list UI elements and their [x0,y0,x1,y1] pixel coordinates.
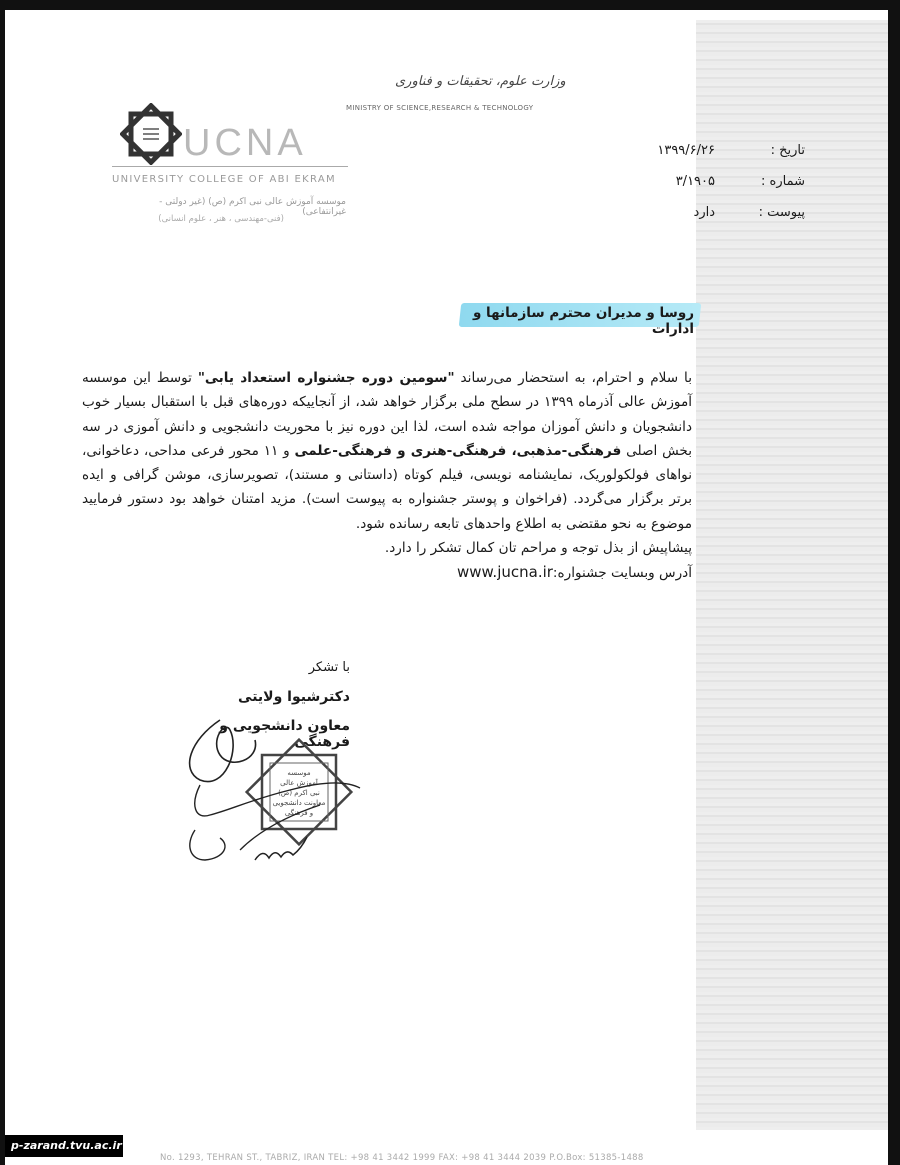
logo-subtitle-en: UNIVERSITY COLLEGE OF ABI EKRAM [112,174,336,185]
watermark-text: p-zarand.tvu.ac.ir [11,1139,122,1152]
number-value: ۳/۱۹۰۵ [675,174,715,189]
seal-text-line: معاونت دانشجویی [272,799,326,807]
date-value: ۱۳۹۹/۶/۲۶ [657,143,715,158]
handwritten-signature [170,710,380,880]
logo-fields-fa: (فنی-مهندسی ، هنر ، علوم انسانی) [158,214,284,224]
body-text: و ۱۱ محور فرعی مداحی، دعاخوانی، نواهای فولکولوریک، نمایشنامه نویسی، فیلم کوتاه (داستانی و مستند)، تصویرسازی، موشن گرافی و ایده برتر برگزار می‌گردد. (فراخوان و پوستر جشنواره به پیوست است). مزید امتنان خواهد بود دستور فرمایید موضوع به نحو مقتضی به اطلاع واحدهای تابعه رسانده شود. [82,442,692,532]
signatory-name: دکترشیوا ولایتی [238,689,350,705]
logo-wordmark: UCNA [183,122,307,164]
university-emblem-icon [120,103,182,165]
ministry-title-en: MINISTRY OF SCIENCE,RESEARCH & TECHNOLOGY [346,104,534,112]
scan-border-top [0,0,900,10]
scan-border-left [0,0,5,1165]
festival-name: "سومین دوره جشنواره استعداد یابی" [197,370,455,386]
body-text: با سلام و احترام، به استحضار می‌رساند [454,370,692,386]
website-label: آدرس وبسایت جشنواره: [552,565,692,582]
attachment-value: دارد [693,205,715,220]
website-link[interactable]: www.jucna.ir [457,563,553,582]
seal-text-line: آموزش عالی [280,779,318,787]
meta-attachment [600,205,805,236]
recipient-line: روسا و مدیران محترم سازمانها و ادارات [472,305,694,337]
attachment-label: پیوست : [758,205,805,220]
logo-divider [112,166,348,167]
logo-subtitle-fa: موسسه آموزش عالی نبی اکرم (ص) (غیر دولتی - غیرانتفاعی) [159,197,346,217]
signatory-title: معاون دانشجویی و فرهنگی [219,718,350,750]
body-text: توسط این موسسه آموزش عالی آذرماه ۱۳۹۹ در سطح ملی برگزار خواهد شد، از آنجاییکه دوره‌های قبل با استقبال بسیار خوب دانشجویان و دانش آموزان مواجه شده است، لذا این دوره نیز با محوریت دانشجویی و دانش آموزی در سه بخش اصلی [82,370,692,459]
website-paragraph [82,560,692,585]
letterhead-footer: No. 1293, TEHRAN ST., TABRIZ, IRAN TEL: +98 41 3442 1999 FAX: +98 41 3444 2039 P.O.Box: 51385-1488 [160,1153,644,1163]
date-label: تاریخ : [770,143,805,158]
source-watermark [5,1135,123,1157]
thanks-paragraph: پیشاپیش از بذل توجه و مراحم تان کمال تشکر را دارد. [384,540,692,557]
meta-date [600,143,805,174]
festival-sections: فرهنگی-مذهبی، فرهنگی-هنری و فرهنگی-علمی [294,442,622,459]
letter-body [82,366,692,586]
ministry-title-fa: وزارت علوم، تحقیقات و فناوری [395,74,566,89]
meta-number [600,174,805,205]
signoff-thanks: با تشکر [308,660,350,675]
scan-border-right [888,0,900,1165]
seal-text-line: موسسه [287,769,311,777]
number-label: شماره : [761,174,805,189]
body-paragraph [82,366,692,536]
seal-text-line: و فرهنگی [284,809,314,817]
letter-meta [600,143,805,236]
seal-text-line: نبی اکرم (ص) [278,789,320,797]
